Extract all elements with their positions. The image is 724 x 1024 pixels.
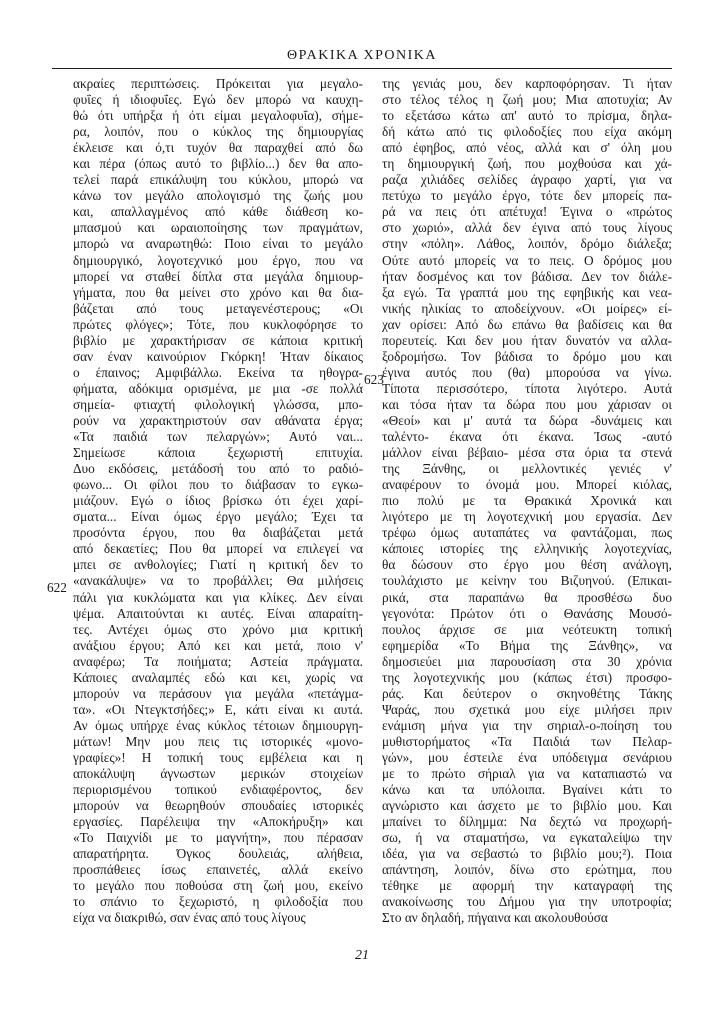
text-line: νικής ηλικίας το αποδείχνουν. «Οι μοίρες» εί-: [382, 300, 672, 316]
text-line: «Τα παιδιά των πελαργών»; Αυτό ναι...: [73, 429, 363, 445]
text-line: της λογοτεχνικής μου (κάπως έτσι) προσφο-: [382, 669, 672, 685]
text-line: Κάποιες αναλαμπές εδώ και κει, χωρίς να: [73, 669, 363, 685]
margin-number-right: 623: [364, 372, 384, 387]
text-line: φήματα, αδόκιμα ορισμένα, με μια -σε πολλά: [73, 380, 363, 396]
text-line: ξοδρομήσω. Τον βάδισα το δρόμο μου και: [382, 348, 672, 364]
margin-number-left: 622: [47, 580, 67, 595]
right-text-column: [382, 76, 672, 926]
text-line: ενάμιση μήνα για την σηριαλ-ο-ποίηση του: [382, 717, 672, 733]
text-line: ρούν να χαρακτηριστούν σαν αθάνατα έργα;: [73, 412, 363, 428]
text-line: σημεία- φτιαχτή φιλολογική γλώσσα, μπο-: [73, 396, 363, 412]
text-line: μυθιστορήματος «Τα Παιδιά των Πελαρ-: [382, 733, 672, 749]
page-number: 21: [355, 948, 369, 963]
text-line: γήματα, που θα μείνει στο χρόνο και θα δια-: [73, 284, 363, 300]
text-line: Αν όμως υπήρχε ένας κύκλος τέτοιων δημιουργη-: [73, 717, 363, 733]
running-title: ΘΡΑΚΙΚΑ ΧΡΟΝΙΚΑ: [287, 48, 437, 63]
text-line: Ψαράς, που σχετικά μου είχε μιλήσει πριν: [382, 701, 672, 717]
text-line: της γενιάς μου, δεν καρποφόρησαν. Τι ήταν: [382, 76, 672, 91]
text-line: το εξετάσω κάτω απ' αυτό το πρίσμα, δηλα-: [382, 108, 672, 124]
text-line: τες. Αντέχει όμως στο χρόνο μια κριτική: [73, 621, 363, 637]
text-line: ψέμα. Απαιτούνται κι αυτές. Είναι απαραίτη-: [73, 605, 363, 621]
text-line: απάντηση, λοιπόν, δίνω στο ερώτημα, που: [382, 862, 672, 878]
text-line: τα». «Οι Ντεγκτσήδες;» Ε, κάτι είναι κι αυτά.: [73, 701, 363, 717]
text-line: πιο πολύ με τα Θρακικά Χρονικά και: [382, 493, 672, 509]
header-rule: [52, 68, 672, 69]
text-line: περιορισμένου τοπικού ενδιαφέροντος, δεν: [73, 782, 363, 798]
text-line: χαν ορίσει: Από δω επάνω θα βαδίσεις και θα: [382, 316, 672, 332]
text-line: δημοσιεύει μια παρουσίαση στα 30 χρόνια: [382, 653, 672, 669]
text-line: αγνώριστο και άσχετο με το βιβλίο μου. Και: [382, 798, 672, 814]
text-line: έκλεισε και ό,τι τυχόν θα παραχθεί από δω: [73, 140, 363, 156]
text-line: μπορούν να θεωρηθούν σπουδαίες ιστορικές: [73, 798, 363, 814]
text-line: φωνο... Οι φίλοι που το διάβασαν το εγκω-: [73, 477, 363, 493]
text-line: τέθηκε με αφορμή την καταγραφή της: [382, 878, 672, 894]
text-line: και τόσα ήταν τα δώρα που μου χάρισαν οι: [382, 396, 672, 412]
text-line: μπορεί να σταθεί δίπλα στα μεγάλα δημιουρ-: [73, 268, 363, 284]
text-line: πάλι για κυκλώματα και για κλίκες. Δεν είναι: [73, 589, 363, 605]
text-line: σματα... Είναι όμως έργο μεγάλο; Έχει τα: [73, 509, 363, 525]
text-line: Δυο εκδόσεις, μετάδοσή του από το ραδιό-: [73, 461, 363, 477]
text-line: πουλος άρχισε σε μια νεότευκτη τοπική: [382, 621, 672, 637]
text-line: γραφίες»! Η τοπική τους εμβέλεια και η: [73, 749, 363, 765]
text-line: εργασίες. Παρέλειψα την «Αποκήρυξη» και: [73, 814, 363, 830]
text-line: γών», μου έστειλε ένα υπόδειγμα σενάριου: [382, 749, 672, 765]
text-line: τρέφω όμως αυταπάτες να φαντάζομαι, πως: [382, 525, 672, 541]
text-line: προσόντα έργου, που θα διαβάζεται μετά: [73, 525, 363, 541]
text-line: δημιουργικό, λογοτεχνικό μου έργο, που να: [73, 252, 363, 268]
text-line: ταλέντο- έκανα ότι έκανα. Ίσως -αυτό: [382, 429, 672, 445]
text-line: γεγονότα: Πρώτον ότι ο Θανάσης Μουσό-: [382, 605, 672, 621]
text-line: «ανακάλυψε» να το προβάλλει; Θα μιλήσεις: [73, 573, 363, 589]
text-line: «Το Παιχνίδι με το μαγνήτη», που πέρασαν: [73, 830, 363, 846]
text-line: θα δώσουν στο έργο μου θέση ανάλογη,: [382, 557, 672, 573]
text-line: με το πρώτο σήριαλ για να καταπιαστώ να: [382, 766, 672, 782]
text-line: προσπάθειες ίσως επαινετές, αλλά εκείνο: [73, 862, 363, 878]
text-line: ανάξιου έργου; Από κει και μετά, ποιο ν': [73, 637, 363, 653]
text-line: τελεί παρά επικάλυψη του κύκλου, μπορώ να: [73, 172, 363, 188]
text-line: και, απαλλαγμένος από κάθε διάθεση κο-: [73, 204, 363, 220]
text-line: λιγότερο με τη λογοτεχνική μου εργασία. Δεν: [382, 509, 672, 525]
text-line: στην «πόλη». Λάθος, λοιπόν, δρόμο διάλεξα;: [382, 236, 672, 252]
text-line: και πέρα (όπως αυτό το βιβλίο...) δεν θα απο-: [73, 156, 363, 172]
text-line: κάνω και τα υπόλοιπα. Βγαίνει κάτι το: [382, 782, 672, 798]
text-line: εφημερίδα «Το Βήμα της Ξάνθης», να: [382, 637, 672, 653]
text-line: στο χωριό», αλλά δεν έγινα από τους λίγους: [382, 220, 672, 236]
text-line: απαρατήρητα. Όγκος δουλειάς, αλήθεια,: [73, 846, 363, 862]
text-line: πορευτείς. Και δεν μου ήταν δυνατόν να αλλα-: [382, 332, 672, 348]
text-line: μπει σε ανθολογίες; Γιατί η κριτική δεν το: [73, 557, 363, 573]
left-text-column: [73, 76, 363, 926]
text-line: βιβλίο με χαρακτήρισαν σε κάποια κριτική: [73, 332, 363, 348]
text-line: ακραίες περιπτώσεις. Πρόκειται για μεγαλο-: [73, 76, 363, 91]
text-line: θώ ότι υπήρξα ή ότι είμαι μεγαλοφυΐα), σήμε-: [73, 108, 363, 124]
text-line: δή κάτω από τις φιλοδοξίες που είχα ακόμη: [382, 124, 672, 140]
text-line: μπασμού και ωραιοποίησης των πραγμάτων,: [73, 220, 363, 236]
text-line: φυΐες ή ιδιοφυΐες. Εγώ δεν μπορώ να καυχη-: [73, 92, 363, 108]
text-line: στο τέλος τέλος η ζωή μου; Μια αποτυχία; Αν: [382, 92, 672, 108]
text-line: αναφέρουν το όνομά μου. Μπορεί κιόλας,: [382, 477, 672, 493]
text-line: μπορούν να περάσουν για μεγάλα «πετάγμα-: [73, 685, 363, 701]
text-line: ράς. Και δεύτερον ο σκηνοθέτης Τάκης: [382, 685, 672, 701]
text-line: «Θεοί» και μ' αυτά τα δώρα -δυνάμεις και: [382, 412, 672, 428]
text-line: από έφηβος, από νέος, αλλά και σ' όλη μου: [382, 140, 672, 156]
text-line: μάτων! Μην μου πεις τις ιστορικές «μονο-: [73, 733, 363, 749]
text-line: της Ξάνθης, οι μελλοντικές γενιές ν': [382, 461, 672, 477]
text-line: το σπάνιο το ξεχωριστό, η φιλοδοξία που: [73, 894, 363, 910]
text-line: σω, ή να σταματήσω, να εγκαταλείψω την: [382, 830, 672, 846]
text-line: μάλλον είναι βέβαιο- μέσα στα όρια τα στενά: [382, 445, 672, 461]
text-line: μπορώ να αναρωτηθώ: Ποιο είναι το μεγάλο: [73, 236, 363, 252]
text-line: από δεκαετίες; Που θα μπορεί να επιλεγεί να: [73, 541, 363, 557]
text-line: σαν έναν καινούριον Γκόρκη! Ήταν δίκαιος: [73, 348, 363, 364]
text-line: Σημείωσε κάποια ξεχωριστή επιτυχία.: [73, 445, 363, 461]
text-line: Τίποτα περισσότερο, τίποτα λιγότερο. Αυτά: [382, 380, 672, 396]
text-line: κάνω τον μεγάλο απολογισμό της ζωής μου: [73, 188, 363, 204]
text-line: ξα εγώ. Τα γραπτά μου της εφηβικής και νεα-: [382, 284, 672, 300]
text-line: βάζεται από τους μεταγενέστερους; «Οι: [73, 300, 363, 316]
text-line: πρώτες φλόγες»; Τότε, που κυκλοφόρησε το: [73, 316, 363, 332]
text-line: Στο αν δηλαδή, πήγαινα και ακολουθούσα: [382, 910, 608, 926]
text-line: τουλάχιστο με κείνην του Βιζυηνού. (Επικαι-: [382, 573, 672, 589]
text-line: ρά να πεις ότι απέτυχα! Έγινα ο «πρώτος: [382, 204, 672, 220]
text-line: ιδέα, για να σεβαστώ το βιβλίο μου;²). Ποια: [382, 846, 672, 862]
text-line: ήταν δοσμένος και τον βάδισα. Δεν τον διάλε-: [382, 268, 672, 284]
text-line: αποκάλυψη άγνωστων μερικών στοιχείων: [73, 766, 363, 782]
text-line: πετύχω το μεγάλο έργο, τότε δεν μπορείς πα-: [382, 188, 672, 204]
text-line: κάποιες ιστορίες της ελληνικής λογοτεχνίας,: [382, 541, 672, 557]
text-line: ο έπαινος; Αμφιβάλλω. Εκείνα τα ηθογρα-: [73, 364, 363, 380]
text-line: ρα, λοιπόν, που ο κύκλος της δημιουργίας: [73, 124, 363, 140]
text-line: τη δημιουργική ζωή, που μοχθούσα και χά-: [382, 156, 672, 172]
text-line: Ούτε αυτό μπορείς να το πεις. Ο δρόμος μου: [382, 252, 672, 268]
text-line: το μεγάλο που ποθούσα στη ζωή μου, εκείνο: [73, 878, 363, 894]
text-line: είχα να διακριθώ, σαν ένας από τους λίγους: [73, 910, 306, 926]
text-line: μιάζουν. Εγώ ο ίδιος βρίσκω ότι έχει χαρί-: [73, 493, 363, 509]
text-line: ανακοίνωσης του Δήμου για την υποτροφία;: [382, 894, 672, 910]
text-line: ρικά, στα παραπάνω θα προσθέσω δυο: [382, 589, 672, 605]
text-line: ραζα χιλιάδες σελίδες άγραφο χαρτί, για να: [382, 172, 672, 188]
text-line: αναφέρω; Τα ποιήματα; Αστεία πράγματα.: [73, 653, 363, 669]
text-line: έγινα αυτός που (θα) μπορούσα να γίνω.: [382, 364, 672, 380]
text-line: μπαίνει το δίλημμα: Να δεχτώ να προχωρή-: [382, 814, 672, 830]
